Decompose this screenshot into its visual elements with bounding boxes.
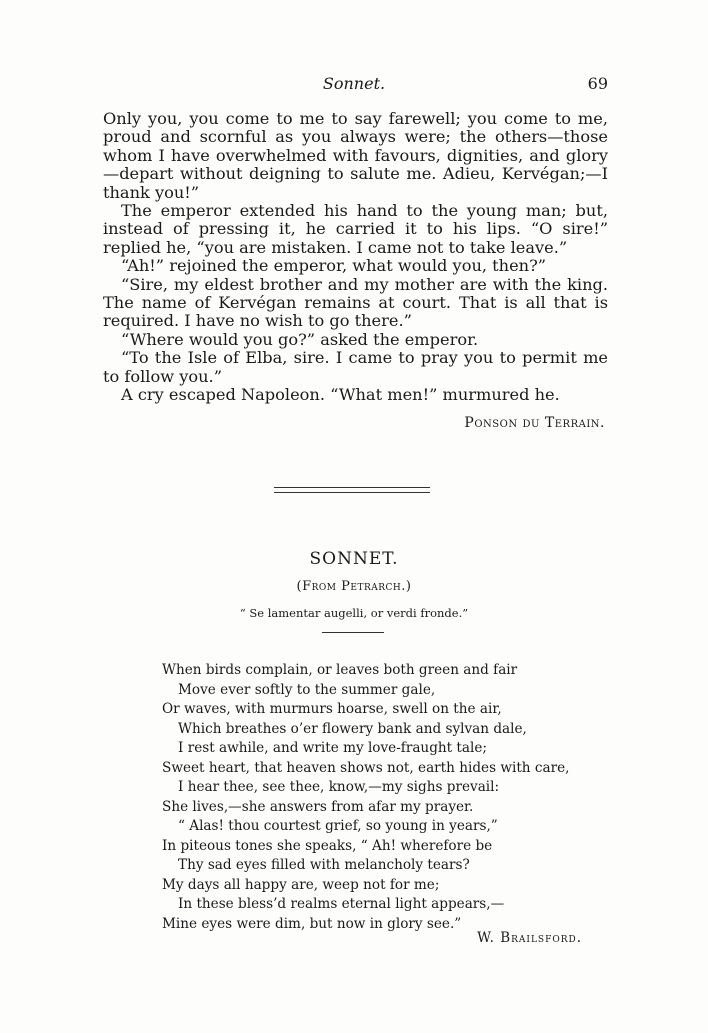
poem-line: Or waves, with murmurs hoarse, swell on the air,: [162, 701, 502, 717]
paragraph: A cry escaped Napoleon. “What men!” murmured he.: [121, 385, 560, 405]
poem-line: Thy sad eyes filled with melancholy tears?: [178, 857, 470, 873]
poem-line: I hear thee, see thee, know,—my sighs prevail:: [178, 779, 500, 795]
paragraph: “Where would you go?” asked the emperor.: [121, 329, 479, 349]
prose-passage: [103, 110, 608, 405]
paragraph: The emperor extended his hand to the young man; but, instead of pressing it, he carried it to his lips. “O sire!” replied he, “you are mistaken. I came not to take leave.”: [103, 201, 608, 257]
section-divider: [274, 487, 430, 493]
poem-line: In piteous tones she speaks, “ Ah! wherefore be: [162, 837, 493, 854]
poem-author: W. Brailsford.: [477, 930, 582, 946]
poem-line: Sweet heart, that heaven shows not, earth hides with care,: [162, 759, 570, 776]
poem-source: (From Petrarch.): [296, 579, 412, 594]
page-number: 69: [587, 74, 608, 93]
poem-line: Move ever softly to the summer gale,: [178, 681, 436, 698]
poem-line: My days all happy are, weep not for me;: [162, 876, 440, 893]
poem-line: In these bless’d realms eternal light appears,—: [178, 896, 505, 912]
paragraph: “Sire, my eldest brother and my mother are with the king. The name of Kervégan remains at court. That is all that is required. I have no wish to go there.”: [103, 274, 608, 331]
running-title: Sonnet.: [322, 74, 386, 93]
poem-epigraph: “ Se lamentar augelli, or verdi fronde.”: [239, 606, 469, 620]
poem-line: “ Alas! thou courtest grief, so young in years,”: [178, 818, 498, 834]
paragraph: “Ah!” rejoined the emperor, what would you, then?”: [121, 256, 547, 276]
poem-line: She lives,—she answers from afar my prayer.: [162, 798, 474, 815]
poem-body: [162, 661, 622, 934]
poem-line: Mine eyes were dim, but now in glory see.”: [162, 915, 462, 932]
page-header: [100, 74, 608, 96]
paragraph: “To the Isle of Elba, sire. I came to pray you to permit me to follow you.”: [103, 348, 608, 386]
paragraph: Only you, you come to me to say farewell; you come to me, proud and scornful as you always were; the others—those whom I have overwhelmed with favours, dignities, and glory—depart without deigning to salute me. Adieu, Kervégan;—I thank you!”: [103, 109, 608, 202]
short-divider: [322, 632, 384, 633]
poem-line: When birds complain, or leaves both green and fair: [162, 662, 518, 678]
poem-line: I rest awhile, and write my love-fraught tale;: [178, 740, 487, 756]
poem-title: SONNET.: [309, 549, 399, 569]
poem-line: Which breathes o’er flowery bank and sylvan dale,: [178, 720, 527, 737]
prose-author: Ponson du Terrain.: [464, 415, 605, 431]
